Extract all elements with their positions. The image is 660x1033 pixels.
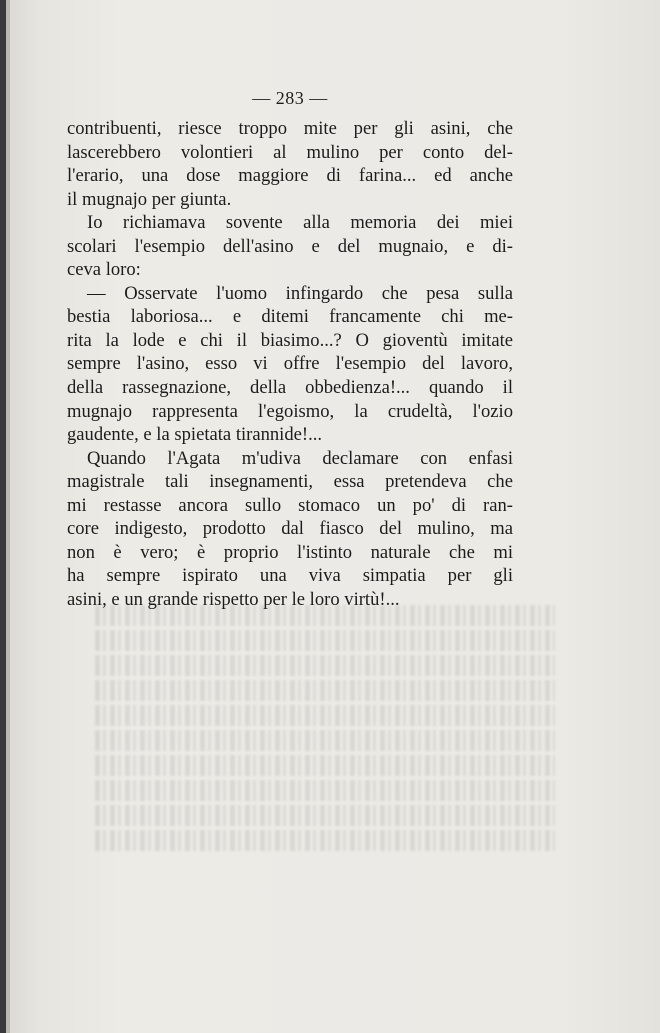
text-line: Quando l'Agata m'udiva declamare con enfasi bbox=[87, 447, 513, 469]
show-through-text bbox=[95, 605, 555, 865]
text-line: bestia laboriosa... e ditemi francamente chi me- bbox=[67, 306, 513, 328]
text-line: mugnajo rappresenta l'egoismo, la crudeltà, l'ozio bbox=[67, 400, 513, 422]
text-line: lascerebbero volontieri al mulino per conto del- bbox=[67, 141, 513, 163]
text-line: sempre l'asino, esso vi offre l'esempio del lavoro, bbox=[67, 353, 513, 375]
text-line: ha sempre ispirato una viva simpatia per gli bbox=[67, 565, 513, 587]
text-line: asini, e un grande rispetto per le loro virtù!... bbox=[67, 588, 400, 610]
text-line: rita la lode e chi il biasimo...? O gioventù imitate bbox=[67, 329, 513, 351]
body-text bbox=[67, 117, 513, 611]
page-gutter-shadow bbox=[6, 0, 10, 1033]
text-line: core indigesto, prodotto dal fiasco del mulino, ma bbox=[67, 518, 513, 540]
page-number: — 283 — bbox=[252, 88, 328, 108]
text-line: gaudente, e la spietata tirannide!... bbox=[67, 424, 323, 446]
text-line: magistrale tali insegnamenti, essa pretendeva che bbox=[67, 471, 513, 493]
text-line: contribuenti, riesce troppo mite per gli asini, che bbox=[67, 118, 513, 139]
text-line: ceva loro: bbox=[67, 259, 141, 281]
text-line: non è vero; è proprio l'istinto naturale che mi bbox=[67, 541, 513, 563]
text-line: l'erario, una dose maggiore di farina... ed anche bbox=[67, 165, 513, 187]
text-line: Io richiamava sovente alla memoria dei miei bbox=[87, 212, 513, 234]
text-line: — Osservate l'uomo infingardo che pesa sulla bbox=[87, 282, 513, 304]
text-line: della rassegnazione, della obbedienza!... quando il bbox=[67, 377, 513, 399]
text-line: mi restasse ancora sullo stomaco un po' di ran- bbox=[67, 494, 513, 516]
text-line: il mugnajo per giunta. bbox=[67, 188, 232, 210]
text-line: scolari l'esempio dell'asino e del mugnaio, e di- bbox=[67, 235, 513, 257]
